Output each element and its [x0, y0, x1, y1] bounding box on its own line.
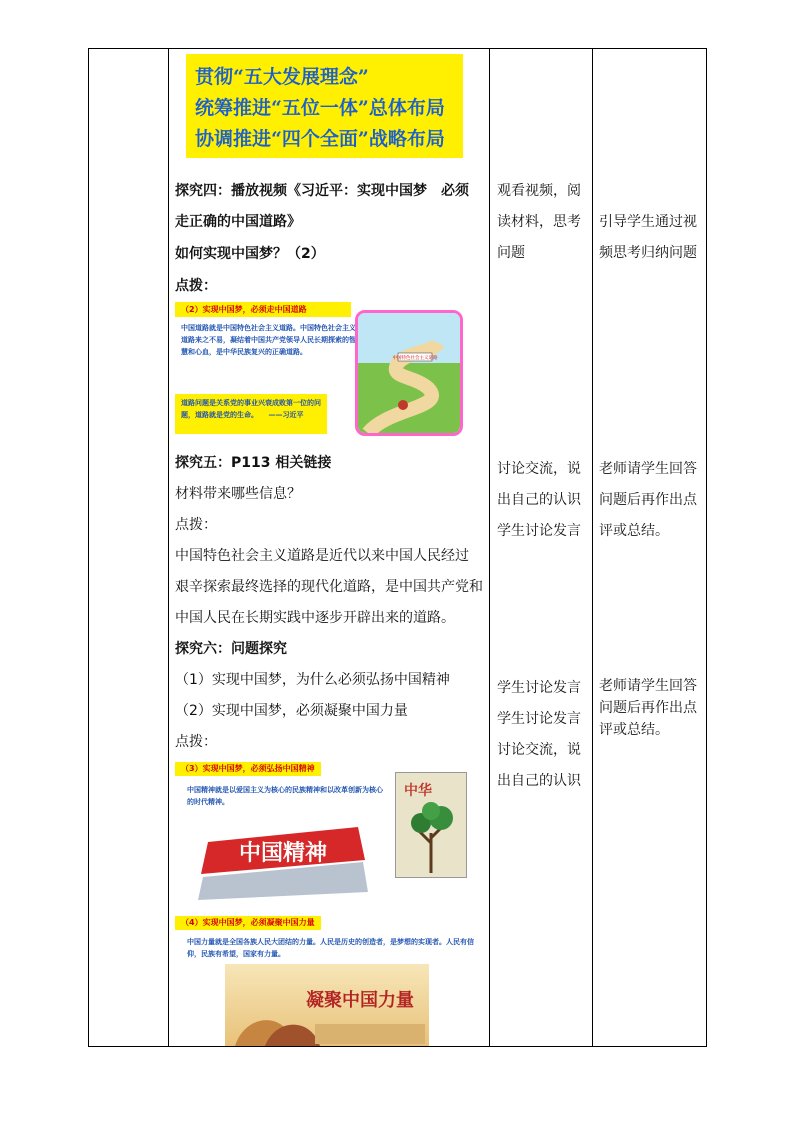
poster-title: 凝聚中国力量 [306, 990, 414, 1011]
teacher-line: 问题后再作出点 [599, 492, 697, 508]
teacher-activity [599, 454, 697, 547]
student-line: 讨论交流，说 [497, 461, 581, 477]
poster-drawing [225, 964, 429, 1046]
explore5-title: 探究五：P113 相关链接 [175, 455, 332, 471]
banner-line: 贯彻“五大发展理念” [195, 66, 369, 88]
student-line: 学生讨论发言 [497, 711, 581, 727]
china-spirit-image [175, 762, 485, 1048]
banner-line: 统筹推进“五位一体”总体布局 [195, 97, 445, 119]
banner-line: 协调推进“四个全面”战略布局 [195, 128, 445, 150]
road-label: 中国特色社会主义道路 [392, 356, 438, 361]
explore5-question: 材料带来哪些信息？ [175, 486, 301, 502]
teacher-line: 评或总结。 [599, 722, 669, 738]
teacher-activity [599, 675, 697, 741]
explore6-question: （1）实现中国梦，为什么必须弘扬中国精神 [175, 672, 450, 688]
road-drawing [358, 313, 460, 433]
column-divider [592, 49, 593, 1046]
explore5-answer-line: 中国人民在长期实践中逐步开辟出来的道路。 [175, 610, 455, 626]
teacher-line: 老师请学生回答 [599, 461, 697, 477]
teacher-activity [599, 207, 697, 269]
road-illustration [355, 310, 463, 436]
student-activity [497, 673, 581, 797]
explore4-question: 如何实现中国梦？（2） [175, 246, 325, 262]
student-line: 学生讨论发言 [497, 523, 581, 539]
lesson-table [88, 48, 707, 1047]
image-tag: （4）实现中国梦，必须凝聚中国力量 [175, 916, 321, 930]
student-line: 读材料，思考 [497, 214, 581, 230]
column-divider [489, 49, 490, 1046]
ideas-banner [186, 54, 463, 158]
image-text: 中国道路就是中国特色社会主义道路。中国特色社会主义道路来之不易，凝结着中国共产党领导人民长期探索的智慧和心血，是中华民族复兴的正确道路。 [181, 324, 356, 356]
book-title: 中华 [404, 783, 432, 799]
spirit-graphic [193, 822, 373, 902]
student-line: 观看视频，阅 [497, 183, 581, 199]
strength-poster [225, 964, 429, 1046]
student-line: 学生讨论发言 [497, 680, 581, 696]
spirit-text: 中国精神 [238, 841, 328, 866]
teacher-line: 评或总结。 [599, 523, 669, 539]
image-tag: （3）实现中国梦，必须弘扬中国精神 [175, 762, 321, 776]
explore4-title: 探究四：播放视频《习近平：实现中国梦 必须 [175, 183, 469, 199]
image-text: 中国力量就是全国各族人民大团结的力量。人民是历史的创造者，是梦想的实现者。人民有信仰，民族有希望，国家有力量。 [187, 938, 474, 958]
student-line: 讨论交流，说 [497, 742, 581, 758]
explore5-answer-line: 中国特色社会主义道路是近代以来中国人民经过 [175, 548, 469, 564]
teacher-line: 老师请学生回答 [599, 678, 697, 694]
image-text: 中国精神就是以爱国主义为核心的民族精神和以改革创新为核心的时代精神。 [187, 786, 383, 806]
xi-quote: 道路问题是关系党的事业兴衰成败第一位的问题，道路就是党的生命。 ——习近平 [175, 394, 327, 434]
teacher-line: 引导学生通过视 [599, 214, 697, 230]
book-drawing [396, 773, 466, 877]
hint-label: 点拨： [175, 517, 217, 533]
student-activity [497, 454, 581, 547]
teacher-line: 频思考归纳问题 [599, 245, 697, 261]
book-cover [395, 772, 467, 878]
explore6-title: 探究六：问题探究 [175, 641, 287, 657]
explore5-answer-line: 艰辛探索最终选择的现代化道路，是中国共产党和 [175, 579, 483, 595]
explore4-title: 走正确的中国道路》 [175, 214, 301, 230]
china-road-image [175, 302, 465, 438]
student-line: 出自己的认识 [497, 492, 581, 508]
student-activity [497, 176, 581, 269]
hint-label: 点拨： [175, 734, 217, 750]
explore6-question: （2）实现中国梦，必须凝聚中国力量 [175, 703, 408, 719]
image-tag: （2）实现中国梦，必须走中国道路 [175, 302, 351, 317]
teacher-line: 问题后再作出点 [599, 700, 697, 716]
column-divider [168, 49, 169, 1046]
hint-label: 点拨： [175, 278, 217, 294]
student-line: 问题 [497, 245, 525, 261]
student-line: 出自己的认识 [497, 773, 581, 789]
